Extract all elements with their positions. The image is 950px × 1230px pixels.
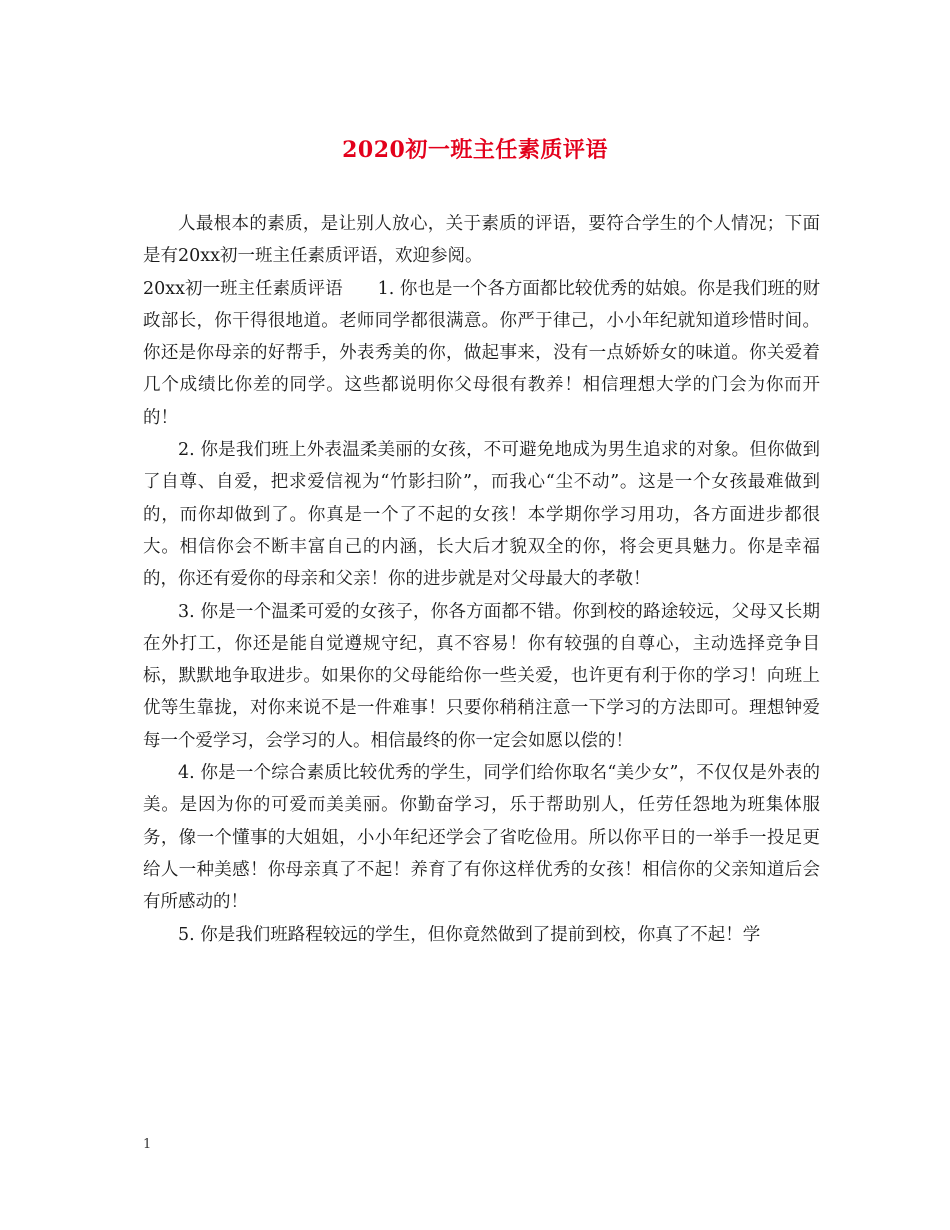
comment-paragraph-5: 5. 你是我们班路程较远的学生，但你竟然做到了提前到校，你真了不起！学 [178, 924, 761, 945]
comment-paragraph-2: 2. 你是我们班上外表温柔美丽的女孩，不可避免地成为男生追求的对象。但你做到了自尊、自爱，把求爱信视为“竹影扫阶”，而我心“尘不动”。这是一个女孩最难做到的，而你却做到了。你真是一个了不起的女孩！本学期你学习用功，各方面进步都很大。相信你会不断丰富自己的内涵，长大后才貌双全的你，将会更具魅力。你是幸福的，你还有爱你的母亲和父亲！你的进步就是对父母最大的孝敬！ [143, 440, 820, 590]
comment-paragraph-4: 4. 你是一个综合素质比较优秀的学生，同学们给你取名“美少女”，不仅仅是外表的美。是因为你的可爱而美美丽。你勤奋学习，乐于帮助别人，任劳任怨地为班集体服务，像一个懂事的大姐姐，小小年纪还学会了省吃俭用。所以你平日的一举手一投足更给人一种美感！你母亲真了不起！养育了有你这样优秀的女孩！相信你的父亲知道后会有所感动的！ [143, 763, 820, 913]
document-body [143, 208, 820, 951]
document-title: 2020初一班主任素质评语 [342, 137, 608, 163]
page-number: 1 [143, 1137, 152, 1152]
comment-paragraph-3: 3. 你是一个温柔可爱的女孩子，你各方面都不错。你到校的路途较远，父母又长期在外打工，你还是能自觉遵规守纪，真不容易！你有较强的自尊心，主动选择竞争目标，默默地争取进步。如果你的父母能给你一些关爱，也许更有利于你的学习！向班上优等生靠拢，对你来说不是一件难事！只要你稍稍注意一下学习的方法即可。理想钟爱每一个爱学习，会学习的人。相信最终的你一定会如愿以偿的！ [143, 601, 820, 751]
comment-paragraph-1: 20xx初一班主任素质评语 1. 你也是一个各方面都比较优秀的姑娘。你是我们班的财政部长，你干得很地道。老师同学都很满意。你严于律己，小小年纪就知道珍惜时间。你还是你母亲的好帮手，外表秀美的你，做起事来，没有一点娇娇女的味道。你关爱着几个成绩比你差的同学。这些都说明你父母很有教养！相信理想大学的门会为你而开的！ [143, 278, 820, 428]
intro-paragraph: 人最根本的素质，是让别人放心，关于素质的评语，要符合学生的个人情况；下面是有20xx初一班主任素质评语，欢迎参阅。 [143, 214, 820, 267]
